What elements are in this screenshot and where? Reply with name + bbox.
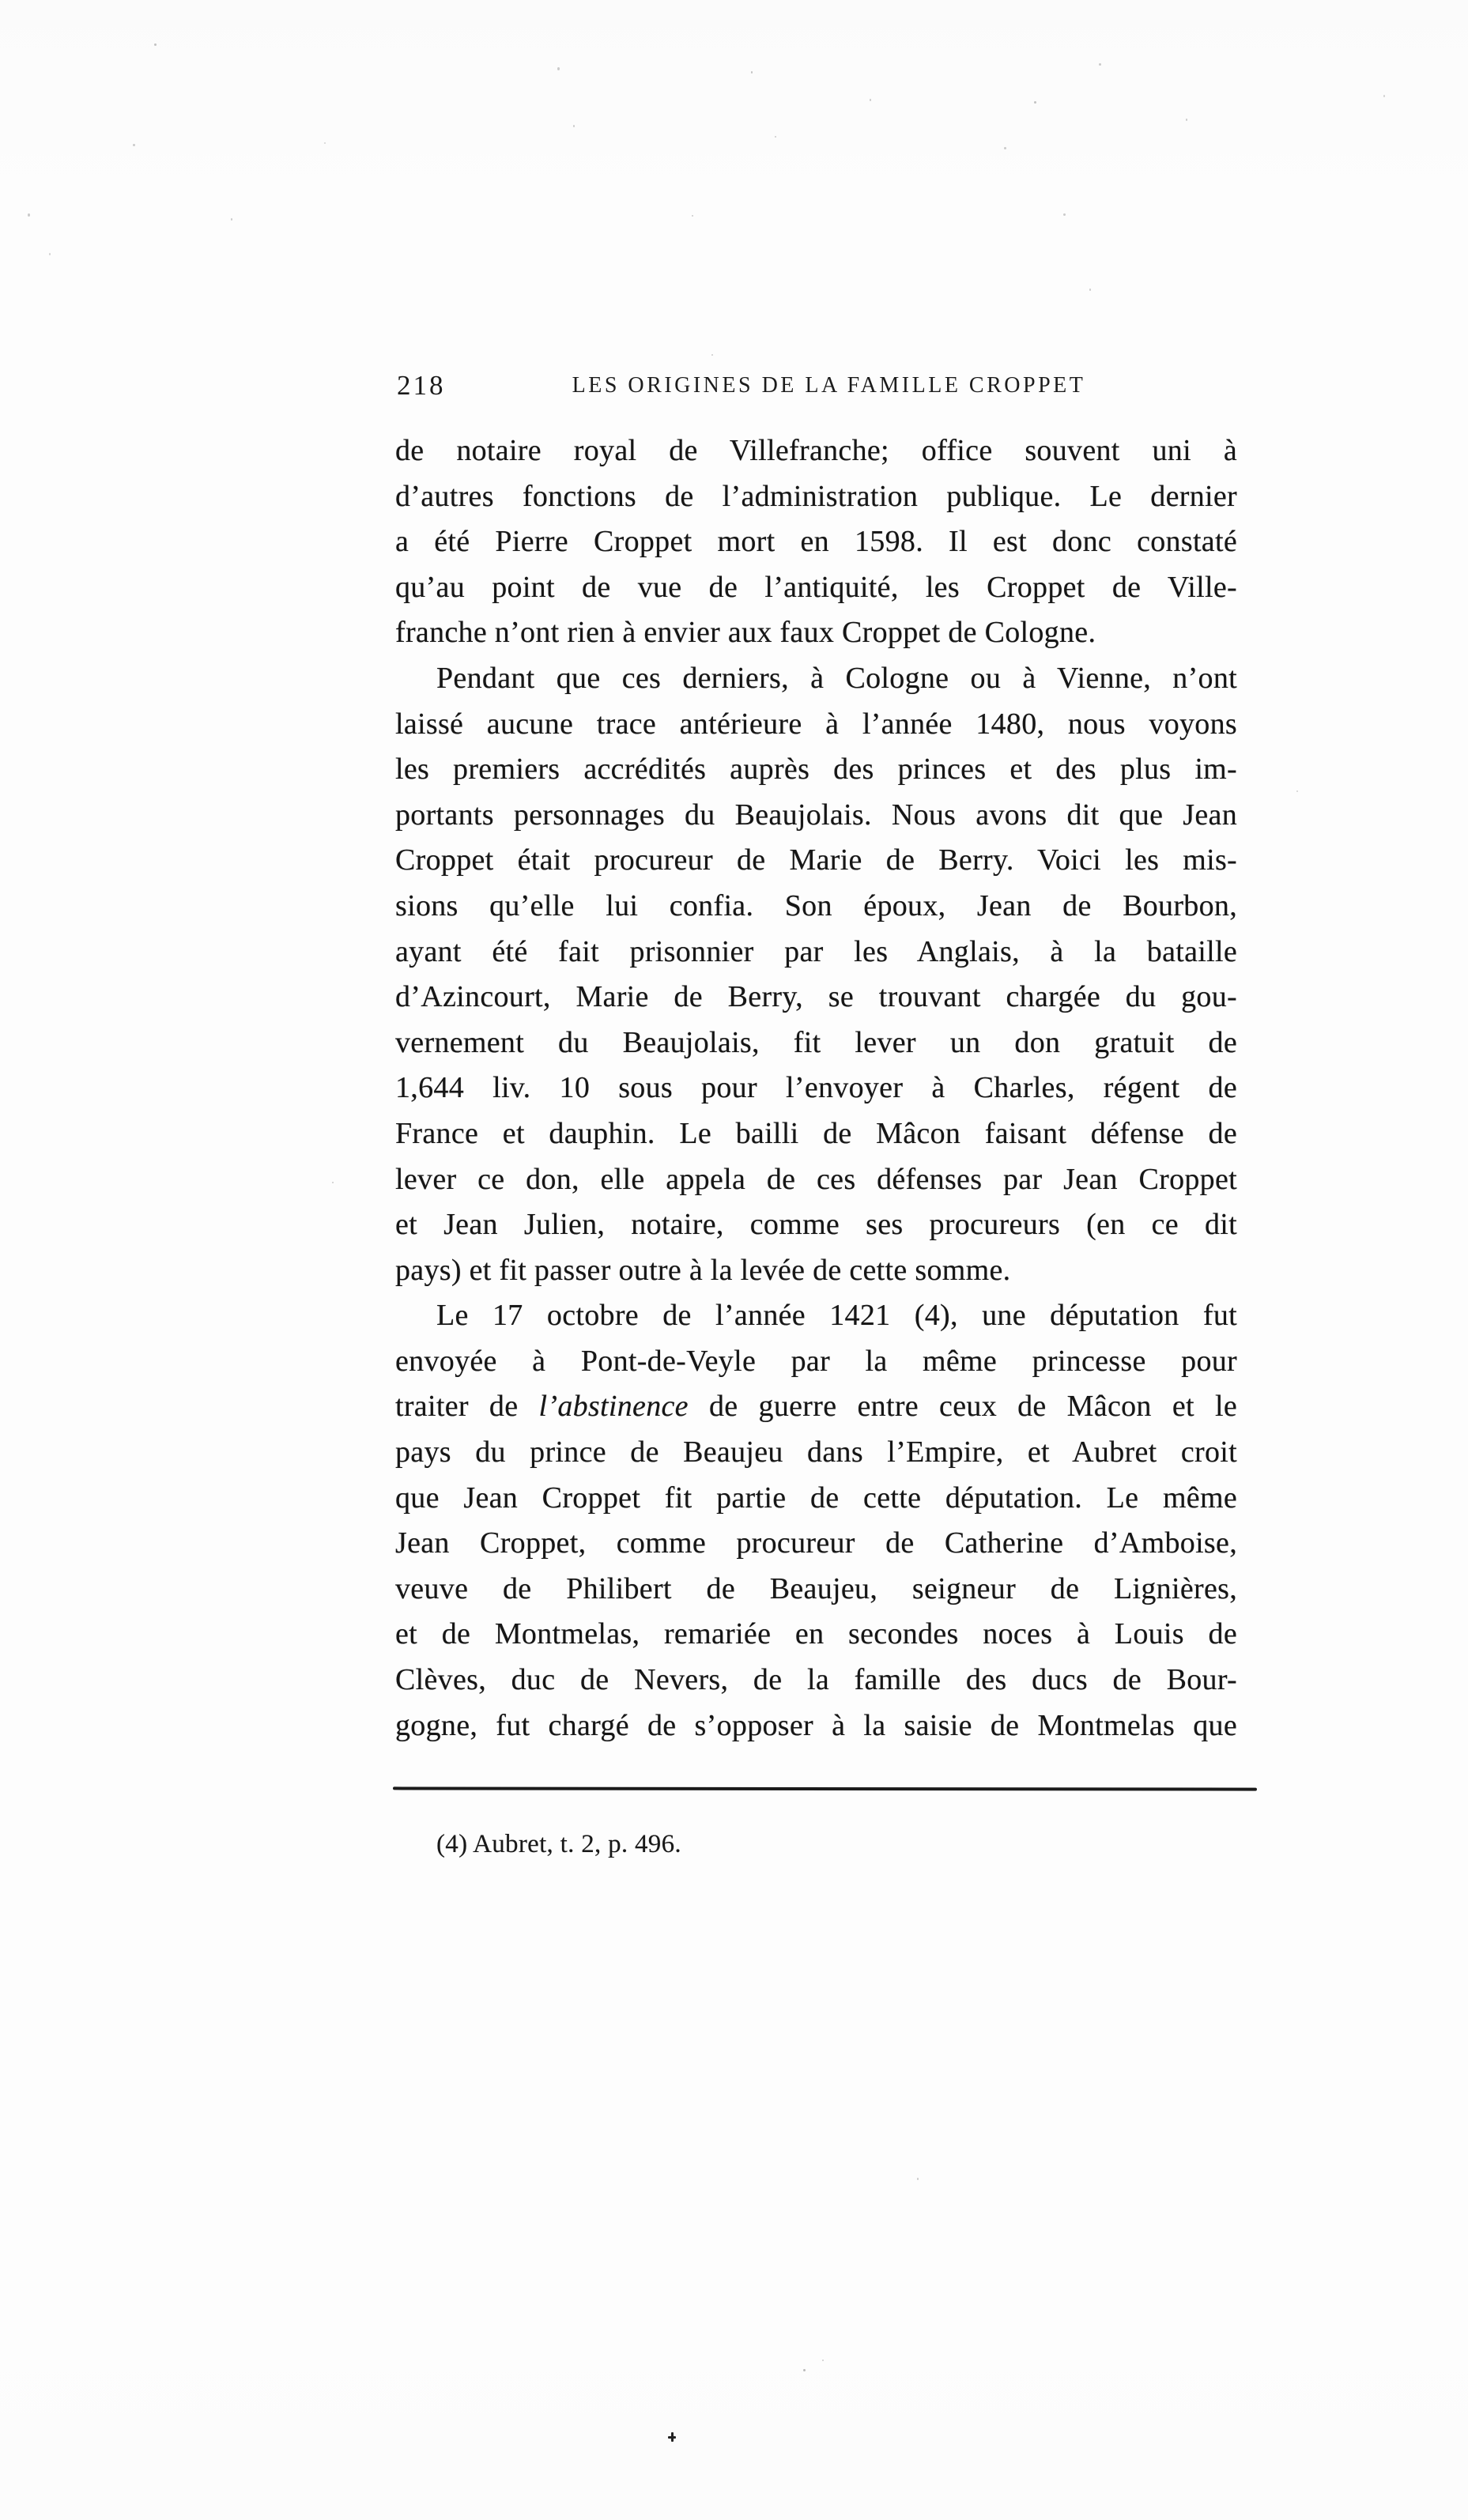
text-line: pays du prince de Beaujeu dans l’Empire, et Aubret croit [395, 1435, 1237, 1469]
noise-speck [692, 215, 693, 217]
body-text [395, 428, 1237, 1749]
noise-speck [775, 136, 776, 138]
noise-speck [711, 354, 713, 356]
text-line: France et dauphin. Le bailli de Mâcon faisant défense de [395, 1116, 1237, 1150]
noise-speck [870, 99, 871, 101]
noise-speck [1089, 289, 1091, 291]
text-line: veuve de Philibert de Beaujeu, seigneur de Lignières, [395, 1571, 1237, 1605]
italic-term: l’abstinence [538, 1390, 689, 1424]
noise-speck [668, 2436, 676, 2439]
noise-speck [573, 125, 575, 127]
text-line: Le 17 octobre de l’année 1421 (4), une députation fut [436, 1299, 1237, 1333]
text-line: de notaire royal de Villefranche; office souvent uni à [395, 434, 1237, 467]
noise-speck [1383, 95, 1385, 97]
text-line: Jean Croppet, comme procureur de Catherine d’Amboise, [395, 1526, 1237, 1560]
noise-speck [917, 2178, 919, 2180]
text-line: pays) et fit passer outre à la levée de cette somme. [395, 1253, 1011, 1287]
text-line: Clèves, duc de Nevers, de la famille des ducs de Bour- [395, 1663, 1237, 1697]
text-line: Pendant que ces derniers, à Cologne ou à Vienne, n’ont [436, 661, 1237, 695]
noise-speck [28, 213, 30, 217]
text-line: d’autres fonctions de l’administration publique. Le dernier [395, 479, 1237, 513]
text-line: et de Montmelas, remariée en secondes noces à Louis de [395, 1617, 1237, 1651]
text-line: sions qu’elle lui confia. Son époux, Jean de Bourbon, [395, 888, 1237, 922]
page-header [395, 370, 1237, 405]
noise-speck [231, 218, 232, 221]
noise-speck [803, 2369, 806, 2371]
text-line: laissé aucune trace antérieure à l’année 1480, nous voyons [395, 707, 1237, 741]
text-line: d’Azincourt, Marie de Berry, se trouvant chargée du gou- [395, 980, 1237, 1014]
text-line: que Jean Croppet fit partie de cette députation. Le même [395, 1481, 1237, 1515]
text-line: ayant été fait prisonnier par les Anglais, à la bataille [395, 934, 1237, 968]
text-line: lever ce don, elle appela de ces défenses par Jean Croppet [395, 1162, 1237, 1196]
text-line: et Jean Julien, notaire, comme ses procureurs (en ce dit [395, 1208, 1237, 1242]
noise-speck [557, 67, 560, 70]
noise-speck [751, 71, 753, 74]
noise-speck [324, 142, 326, 144]
footnote: (4) Aubret, t. 2, p. 496. [436, 1830, 681, 1858]
text-segment: de guerre entre ceux de Mâcon et le [688, 1390, 1237, 1424]
noise-speck [133, 144, 135, 146]
noise-speck [1186, 119, 1187, 121]
noise-speck [822, 2360, 824, 2361]
text-segment: traiter de [395, 1390, 539, 1424]
noise-speck [1099, 63, 1101, 66]
text-line: portants personnages du Beaujolais. Nous avons dit que Jean [395, 798, 1237, 832]
text-line: les premiers accrédités auprès des princes et des plus im- [395, 753, 1237, 787]
running-title: LES ORIGINES DE LA FAMILLE CROPPET [572, 373, 1086, 398]
noise-speck [49, 253, 51, 255]
footnote-rule [393, 1786, 1257, 1790]
text-line: 1,644 liv. 10 sous pour l’envoyer à Charles, régent de [395, 1071, 1237, 1105]
noise-speck [1296, 790, 1298, 792]
text-line: gogne, fut chargé de s’opposer à la saisie de Montmelas que [395, 1708, 1237, 1742]
noise-speck [1004, 147, 1006, 149]
text-line-italic [395, 1384, 1237, 1430]
noise-speck [154, 43, 157, 46]
text-line: envoyée à Pont-de-Veyle par la même princesse pour [395, 1344, 1237, 1378]
noise-speck [1063, 213, 1066, 216]
text-line: franche n’ont rien à envier aux faux Croppet de Cologne. [395, 616, 1096, 650]
page-number: 218 [397, 370, 446, 401]
text-line: qu’au point de vue de l’antiquité, les Croppet de Ville- [395, 570, 1237, 604]
noise-speck [332, 1182, 334, 1183]
noise-speck [1034, 101, 1036, 104]
text-line: Croppet était procureur de Marie de Berry. Voici les mis- [395, 843, 1237, 877]
text-line: a été Pierre Croppet mort en 1598. Il est donc constaté [395, 525, 1237, 559]
text-line: vernement du Beaujolais, fit lever un don gratuit de [395, 1025, 1237, 1059]
